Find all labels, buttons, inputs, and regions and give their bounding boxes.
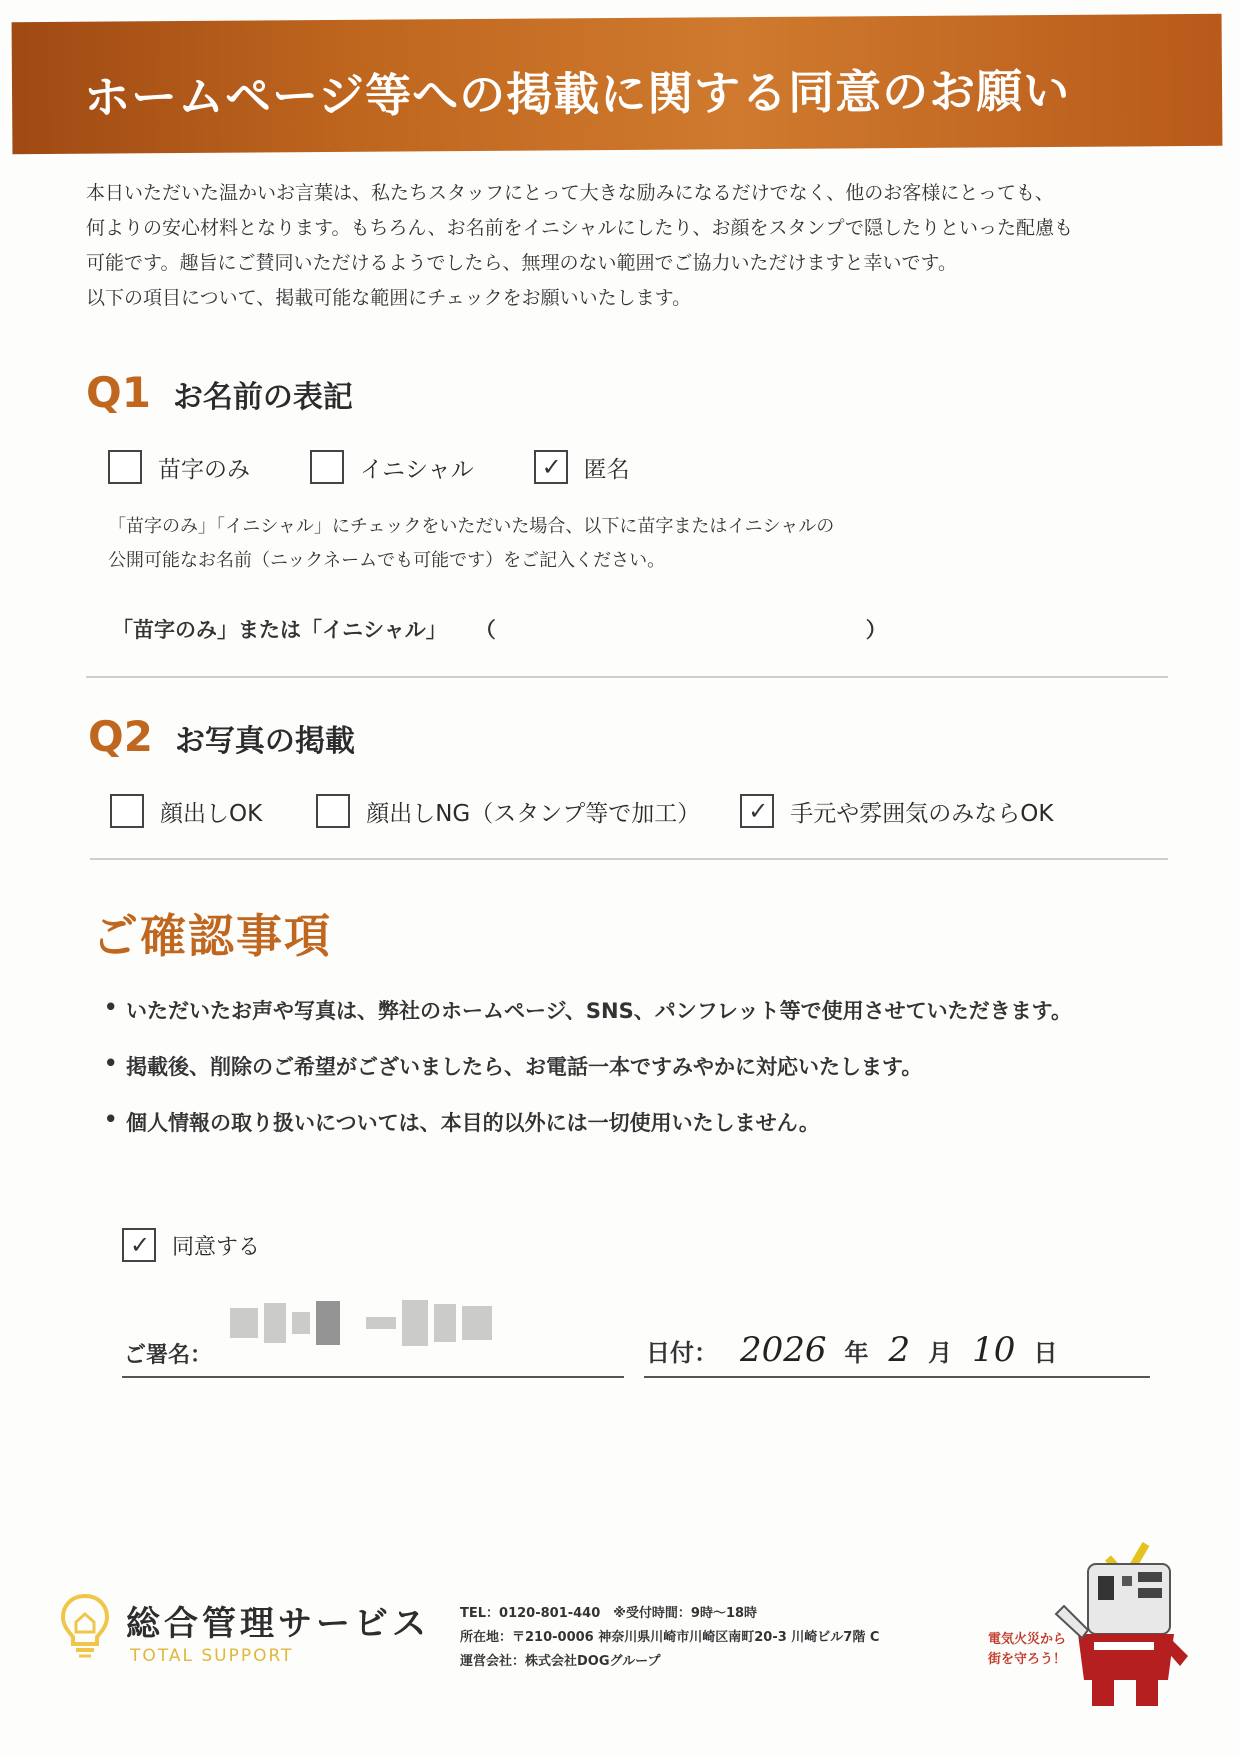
- month-unit: 月: [928, 1339, 953, 1367]
- agree-label: 同意する: [172, 1234, 261, 1260]
- q2-number: Q2: [88, 712, 153, 761]
- confirm-item: • 掲載後、削除のご希望がございましたら、お電話一本ですみやかに対応いたします。: [104, 1051, 1072, 1081]
- paren-close: ）: [865, 618, 887, 642]
- intro-line: 本日いただいた温かいお言葉は、私たちスタッフにとって大きな励みになるだけでなく、他のお客様にとっても、: [86, 182, 1054, 204]
- slogan-line: 街を守ろう！: [988, 1652, 1067, 1667]
- year-unit: 年: [844, 1339, 869, 1367]
- mascot-robot-icon: [1048, 1530, 1198, 1710]
- q2-heading: [88, 712, 355, 761]
- signature-label: ご署名：: [124, 1343, 213, 1368]
- checkbox[interactable]: [316, 794, 350, 828]
- option-label: 苗字のみ: [158, 456, 250, 483]
- option-label: 匿名: [583, 456, 630, 483]
- contact-info: [460, 1602, 879, 1674]
- section-divider: [86, 676, 1168, 678]
- contact-line: 運営会社：株式会社DOGグループ: [460, 1654, 661, 1669]
- name-field-label: 「苗字のみ」または「イニシャル」: [112, 618, 447, 642]
- contact-line: 所在地：〒210-0006 神奈川県川崎市川崎区南町20-3 川崎ビル7階 C: [460, 1630, 880, 1645]
- checkmark-icon: ✓: [130, 1231, 151, 1259]
- note-line: 「苗字のみ」「イニシャル」にチェックをいただいた場合、以下に苗字またはイニシャルの: [108, 516, 835, 537]
- agree-option[interactable]: [122, 1228, 260, 1262]
- contact-line: TEL：0120-801-440 ※受付時間：9時～18時: [460, 1606, 758, 1621]
- confirm-item: • いただいたお声や写真は、弊社のホームページ、SNS、パンフレット等で使用させていただきます。: [104, 995, 1072, 1025]
- q2-option-face-ng[interactable]: [316, 794, 700, 828]
- checkbox-checked[interactable]: [534, 450, 568, 484]
- date-label: 日付：: [646, 1339, 718, 1367]
- q1-options: [108, 450, 690, 484]
- company-name-en: TOTAL SUPPORT: [130, 1646, 294, 1666]
- checkbox[interactable]: [108, 450, 142, 484]
- intro-line: 可能です。趣旨にご賛同いただけるようでしたら、無理のない範囲でご協力いただけますと幸いです。: [86, 252, 957, 274]
- lightbulb-logo-icon: [58, 1592, 112, 1658]
- q1-option-anonymous[interactable]: [534, 450, 630, 484]
- date-year: 2026: [740, 1330, 827, 1370]
- confirm-item: • 個人情報の取り扱いについては、本目的以外には一切使用いたしません。: [104, 1107, 1072, 1137]
- date-field[interactable]: [646, 1330, 1077, 1370]
- intro-line: 以下の項目について、掲載可能な範囲にチェックをお願いいたします。: [86, 287, 692, 309]
- intro-line: 何よりの安心材料となります。もちろん、お名前をイニシャルにしたり、お顔をスタンプで隠したりといった配慮も: [86, 217, 1074, 239]
- intro-text: [86, 176, 1166, 316]
- checkmark-icon: ✓: [748, 797, 769, 825]
- name-entry-field[interactable]: [112, 614, 887, 644]
- checkmark-icon: ✓: [541, 453, 562, 481]
- page-title: ホームページ等への掲載に関する同意のお願い: [83, 63, 1071, 125]
- date-month: 2: [888, 1330, 911, 1370]
- confirm-list: [104, 995, 1072, 1163]
- paren-open: （: [474, 618, 496, 642]
- q1-option-initial[interactable]: [310, 450, 474, 484]
- note-line: 公開可能なお名前（ニックネームでも可能です）をご記入ください。: [108, 550, 666, 571]
- checkbox-checked[interactable]: [740, 794, 774, 828]
- date-underline: [644, 1376, 1150, 1378]
- company-name: 総合管理サービス: [126, 1604, 430, 1644]
- option-label: イニシャル: [360, 456, 474, 483]
- checkbox[interactable]: [110, 794, 144, 828]
- q2-options: [110, 794, 1113, 828]
- slogan-line: 電気火災から: [988, 1632, 1067, 1647]
- q2-option-face-ok[interactable]: [110, 794, 262, 828]
- day-unit: 日: [1033, 1339, 1058, 1367]
- confirm-title: ご確認事項: [92, 909, 332, 963]
- option-label: 顔出しOK: [160, 800, 263, 827]
- q1-heading: [86, 368, 353, 417]
- date-day: 10: [972, 1330, 1016, 1370]
- q1-note: [108, 510, 834, 578]
- signature-redacted: [230, 1288, 530, 1358]
- q1-option-surname[interactable]: [108, 450, 250, 484]
- section-divider: [90, 858, 1168, 860]
- checkbox[interactable]: [310, 450, 344, 484]
- q1-title: お名前の表記: [172, 380, 353, 415]
- option-label: 顔出しNG（スタンプ等で加工）: [366, 800, 701, 827]
- q2-title: お写真の掲載: [174, 724, 355, 759]
- q2-option-hands-only[interactable]: [740, 794, 1053, 828]
- checkbox-checked[interactable]: [122, 1228, 156, 1262]
- signature-underline: [122, 1376, 624, 1378]
- option-label: 手元や雰囲気のみならOK: [790, 800, 1054, 827]
- q1-number: Q1: [86, 368, 151, 417]
